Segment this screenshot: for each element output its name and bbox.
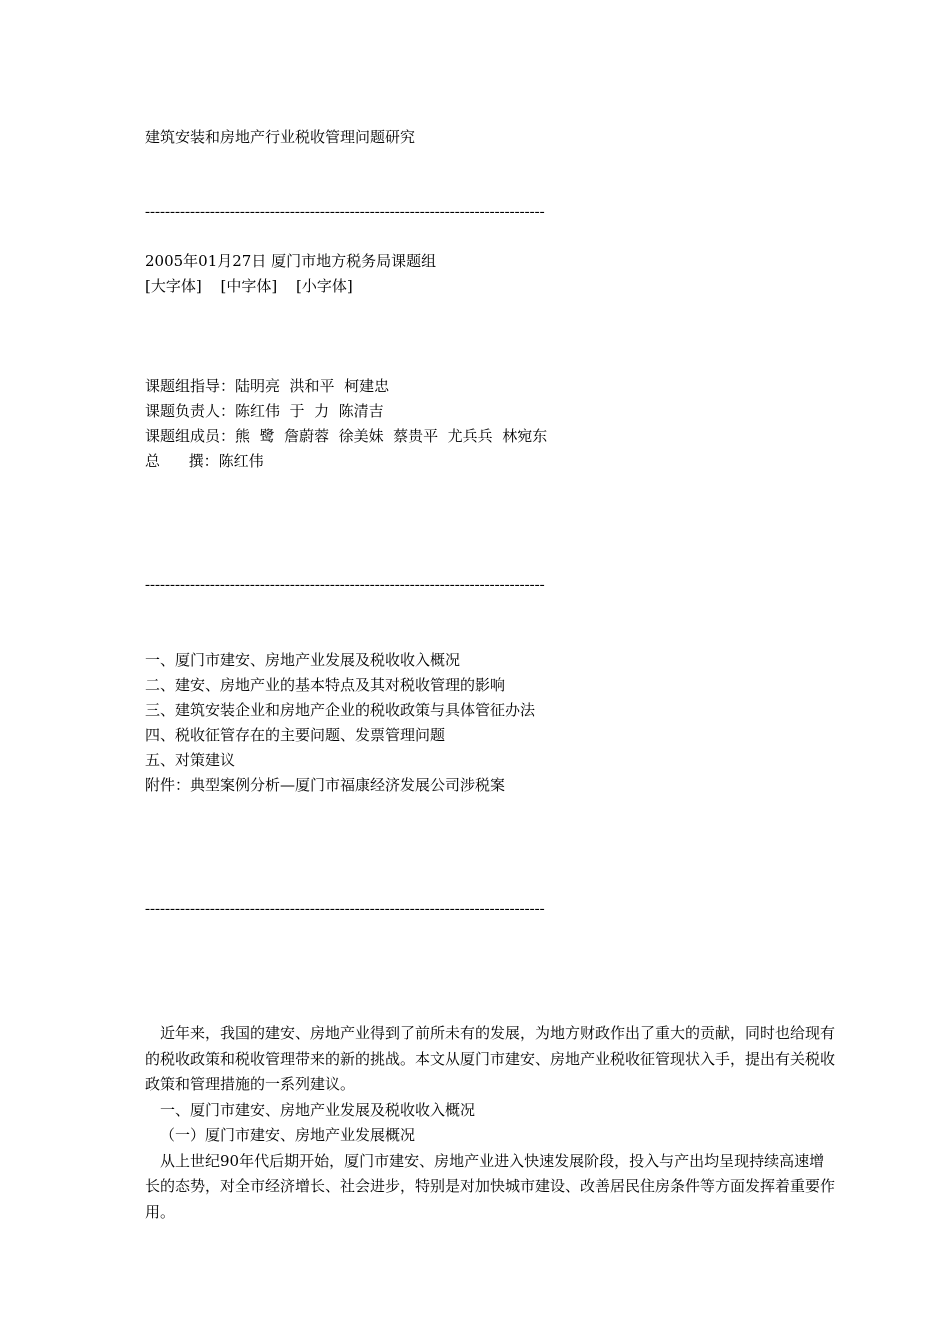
- font-size-large-link[interactable]: [大字体]: [145, 277, 202, 295]
- toc-appendix: 附件：典型案例分析—厦门市福康经济发展公司涉税案: [145, 776, 506, 794]
- toc-item: 五、对策建议: [145, 751, 236, 769]
- section-heading: 一、厦门市建安、房地产业发展及税收收入概况: [160, 1100, 476, 1119]
- separator-middle: --------------------------------------------------------------------------------: [145, 577, 545, 593]
- font-size-small-link[interactable]: [小字体]: [296, 277, 353, 295]
- toc-item: 一、厦门市建安、房地产业发展及税收收入概况: [145, 651, 461, 669]
- credit-members: 课题组成员：熊 鹭 詹蔚蓉 徐美妹 蔡贵平 尤兵兵 林宛东: [145, 427, 548, 445]
- font-size-links: [145, 274, 353, 298]
- separator-top: --------------------------------------------------------------------------------: [145, 204, 545, 220]
- separator-bottom: --------------------------------------------------------------------------------: [145, 901, 545, 917]
- document-title: 建筑安装和房地产行业税收管理问题研究: [145, 128, 416, 146]
- credit-advisors: 课题组指导：陆明亮 洪和平 柯建忠: [145, 377, 390, 395]
- font-size-medium-link[interactable]: [中字体]: [220, 277, 278, 295]
- body-text: [145, 1021, 835, 1225]
- intro-paragraph: 近年来，我国的建安、房地产业得到了前所未有的发展，为地方财政作出了重大的贡献，同时也给现有的税收政策和税收管理带来的新的挑战。本文从厦门市建安、房地产业税收征管现状入手，提出有关税收政策和管理措施的一系列建议。: [145, 1024, 836, 1093]
- meta-line: 2005年01月27日 厦门市地方税务局课题组: [145, 252, 437, 270]
- credit-author: 总 撰：陈红伟: [145, 452, 264, 470]
- subsection-heading: （一）厦门市建安、房地产业发展概况: [160, 1126, 416, 1144]
- credit-leaders: 课题负责人：陈红伟 于 力 陈清吉: [145, 402, 384, 420]
- toc-item: 二、建安、房地产业的基本特点及其对税收管理的影响: [145, 676, 506, 694]
- body-paragraph: 从上世纪90年代后期开始，厦门市建安、房地产业进入快速发展阶段，投入与产出均呈现持续高速增长的态势，对全市经济增长、社会进步，特别是对加快城市建设、改善居民住房条件等方面发挥着重要作用。: [145, 1151, 836, 1221]
- toc-item: 三、建筑安装企业和房地产企业的税收政策与具体管征办法: [145, 701, 536, 719]
- toc-item: 四、税收征管存在的主要问题、发票管理问题: [145, 726, 446, 744]
